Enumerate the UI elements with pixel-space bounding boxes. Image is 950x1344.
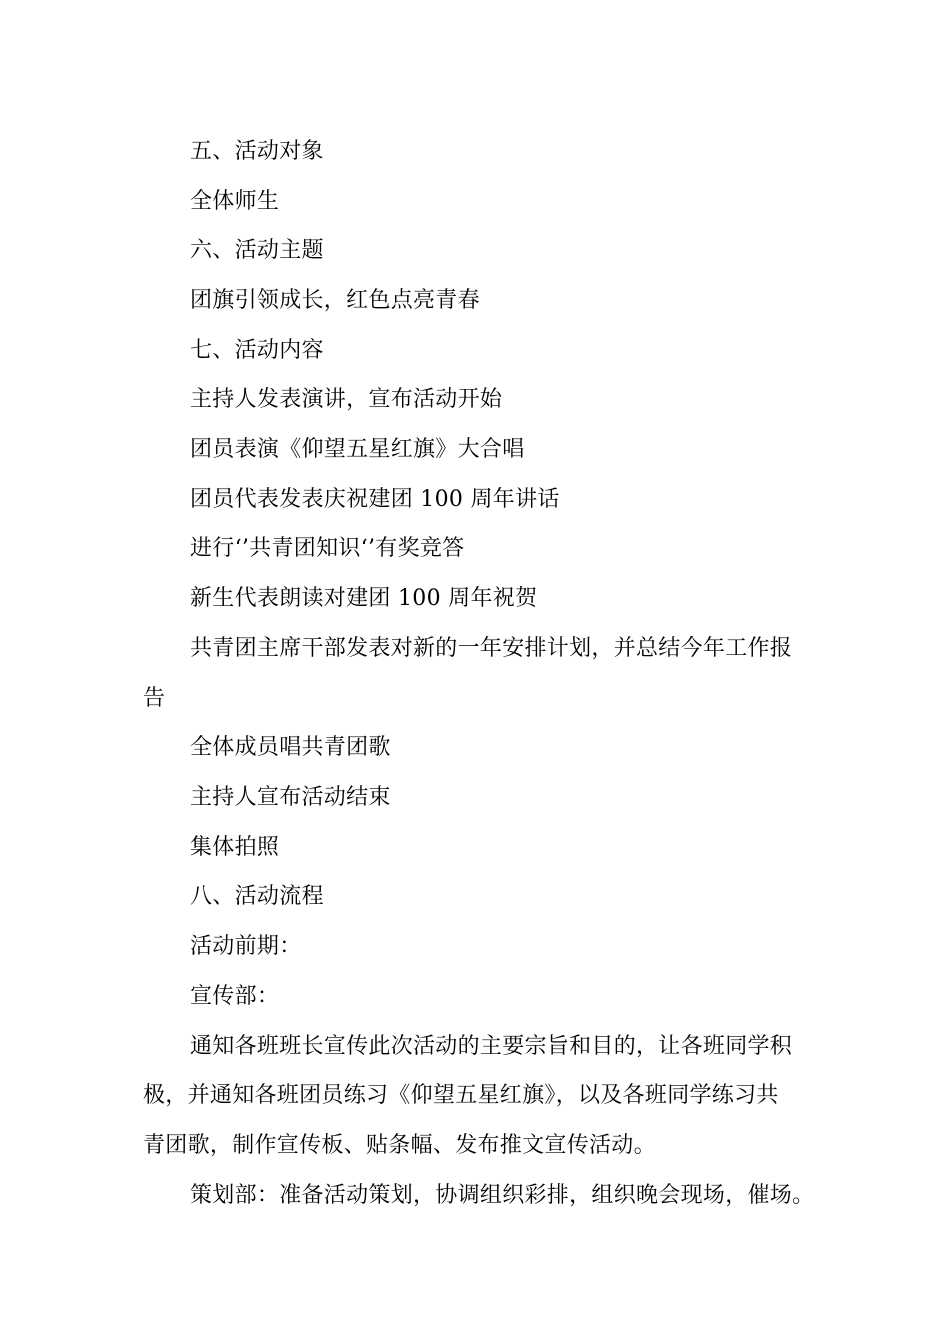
publicity-body-line-3: 青团歌，制作宣传板、贴条幅、发布推文宣传活动。 [143, 1133, 656, 1158]
section-6-body: 团旗引领成长，红色点亮青春 [190, 288, 480, 313]
section-5-body: 全体师生 [190, 189, 280, 214]
planning-dept-paragraph: 策划部：准备活动策划，协调组织彩排，组织晚会现场，催场。 [190, 1183, 815, 1208]
publicity-body-line-2: 极，并通知各班团员练习《仰望五星红旗》，以及各班同学练习共 [143, 1083, 779, 1108]
content-item-9: 集体拍照 [190, 835, 280, 860]
content-item-5: 新生代表朗读对建团 100 周年祝贺 [190, 586, 538, 611]
content-item-3: 团员代表发表庆祝建团 100 周年讲话 [190, 487, 560, 512]
content-item-8: 主持人宣布活动结束 [190, 785, 391, 810]
content-item-2: 团员表演《仰望五星红旗》大合唱 [190, 437, 525, 462]
content-item-1: 主持人发表演讲，宣布活动开始 [190, 387, 503, 412]
publicity-dept-heading: 宣传部： [190, 984, 280, 1009]
content-item-6-line-1: 共青团主席干部发表对新的一年安排计划，并总结今年工作报 [190, 636, 793, 661]
process-pre-heading: 活动前期： [190, 934, 302, 959]
section-7-heading: 七、活动内容 [190, 338, 324, 363]
section-8-heading: 八、活动流程 [190, 884, 324, 909]
content-item-6-line-2: 告 [143, 686, 166, 711]
content-item-7: 全体成员唱共青团歌 [190, 735, 391, 760]
publicity-body-line-1: 通知各班班长宣传此次活动的主要宗旨和目的，让各班同学积 [190, 1034, 793, 1059]
section-5-heading: 五、活动对象 [190, 139, 324, 164]
section-6-heading: 六、活动主题 [190, 238, 324, 263]
content-item-4: 进行‘’共青团知识‘’有奖竞答 [190, 536, 465, 561]
